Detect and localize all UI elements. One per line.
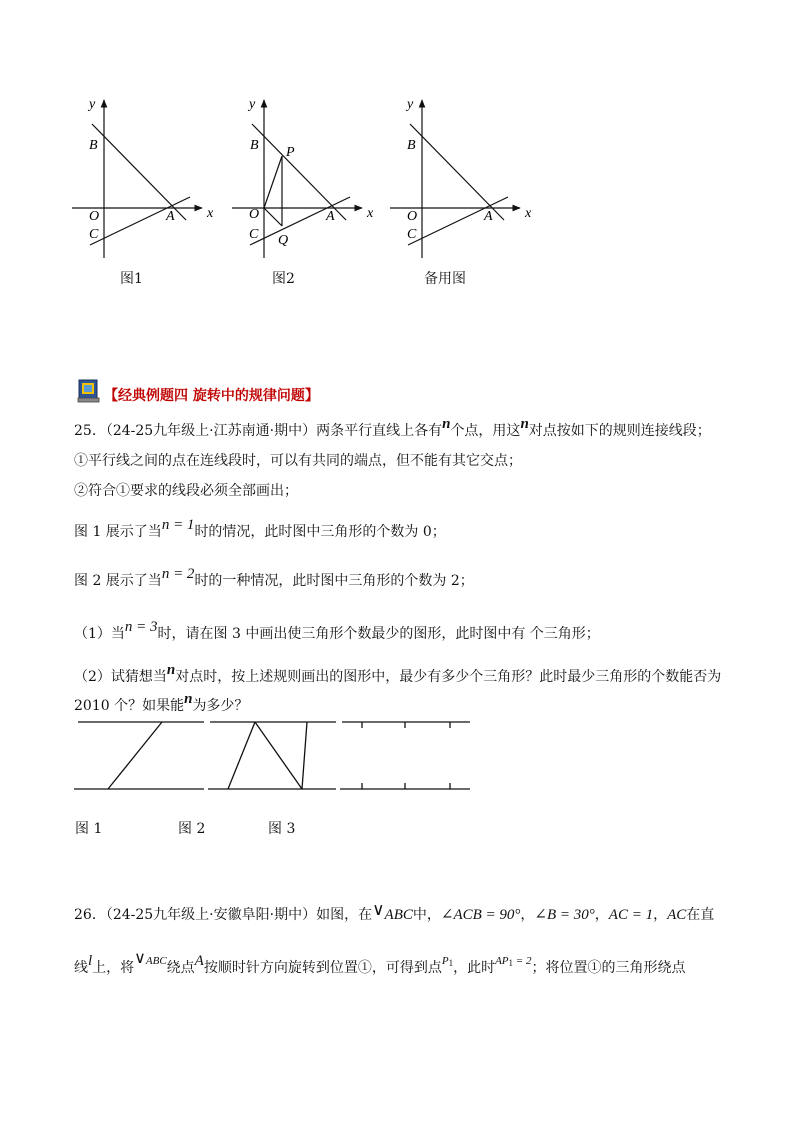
fig1-label-x: x: [207, 206, 214, 221]
q25-fig2-desc: [74, 566, 474, 591]
q25-part2-d: 为多少？: [192, 698, 249, 714]
q26-abc-2: ABC: [145, 955, 167, 967]
q26-sep-3: ，: [653, 907, 668, 923]
fig2-caption: 图2: [272, 271, 295, 287]
q26-ap1: AP: [495, 955, 509, 967]
q26-line-2: [74, 950, 686, 981]
p-fig2-caption: 图 2: [178, 821, 206, 837]
q26-line2-f: ；将位置①的三角形绕点: [531, 960, 686, 976]
fig3-label-x: x: [525, 206, 532, 221]
fig2-label-x: x: [367, 206, 374, 221]
p-fig2-segment-2: [255, 722, 302, 789]
fig1-caption: 图1: [120, 271, 143, 287]
q26-ap1-sub: 1: [508, 958, 514, 968]
q25-number: 25．: [74, 423, 106, 439]
q26-line2-a: 线: [74, 960, 88, 976]
fig1-label-o: O: [89, 209, 100, 224]
q25-fig2-a: 图 2 展示了当: [74, 573, 162, 589]
fig3-label-a: A: [484, 209, 493, 224]
q26-line2-e: ，此时: [453, 960, 496, 976]
q26-text-a: 如图，在: [316, 907, 373, 923]
q25-part-1: [74, 619, 600, 644]
q26-p1: [442, 955, 453, 967]
fig3-label-b: B: [407, 138, 416, 153]
q26-ap1-eq: [495, 955, 531, 967]
q25-intro-b: 个点，用这: [450, 423, 521, 439]
q26-l: l: [88, 953, 93, 969]
q26-line2-d: 按顺时针方向旋转到位置①，可得到点: [203, 960, 442, 976]
q25-var-n-3: n: [166, 662, 176, 678]
q25-part2-a: （2）试猜想当: [74, 669, 167, 685]
fig2-label-q: Q: [278, 233, 289, 248]
q26-text-b: 中，: [412, 907, 441, 923]
q26-line-1: [74, 900, 715, 925]
q25-intro-c: 对点按如下的规则连接线段；: [528, 423, 711, 439]
q25-fig1-desc: [74, 517, 446, 542]
q25-fig1-a: 图 1 展示了当: [74, 524, 162, 540]
coordinate-figures: [0, 0, 800, 300]
parallel-lines-figures: [0, 710, 800, 810]
q26-text-c: 在直: [686, 907, 715, 923]
q25-eq-n2: n = 2: [161, 566, 195, 582]
fig2-label-c: C: [249, 227, 259, 242]
q25-eq-n1: n = 1: [161, 517, 195, 533]
q26-p1-sub: 1: [448, 958, 454, 968]
q26-abc: ABC: [384, 907, 413, 923]
q25-part2-c: 2010 个？如果能: [74, 698, 185, 714]
fig2-label-o: O: [249, 207, 260, 222]
q26-line2-c: 绕点: [166, 960, 195, 976]
q25-rule-1: ①平行线之间的点在连线段时，可以有共同的端点，但不能有其它交点；: [74, 453, 522, 469]
q25-part2-b: 对点时，按上述规则画出的图形中，最少有多少个三角形？此时最少三角形的个数能否为: [175, 669, 722, 685]
q26-triangle-symbol-2: ∨: [134, 950, 146, 967]
fig2-label-b: B: [250, 138, 259, 153]
fig3-caption: 备用图: [424, 271, 466, 287]
fig2-segment-op: [264, 156, 282, 208]
q26-sep-2: ，: [594, 907, 609, 923]
q25-part1-b: 时，请在图 3 中画出使三角形个数最少的图形，此时图中有 个三角形；: [157, 626, 600, 642]
p-fig3-caption: 图 3: [268, 821, 296, 837]
fig2-segment-oq: [264, 208, 282, 226]
q26-ac-eq: AC = 1: [608, 907, 654, 923]
q25-rule-2: ②符合①要求的线段必须全部画出；: [74, 483, 298, 499]
q25-part-2: [74, 662, 722, 687]
q25-fig1-b: 时的情况，此时图中三角形的个数为 0；: [194, 524, 446, 540]
q25-intro-a: 两条平行直线上各有: [316, 423, 443, 439]
p-fig2-segment-3: [302, 722, 307, 789]
q26-sep-1: ，: [520, 907, 535, 923]
q26-point-a: A: [194, 953, 204, 969]
q25-var-n-4: n: [184, 691, 193, 707]
p-fig1-caption: 图 1: [75, 821, 103, 837]
q26-ap1-tail: = 2: [513, 955, 532, 967]
q25-fig2-b: 时的一种情况，此时图中三角形的个数为 2；: [194, 573, 474, 589]
fig3-label-o: O: [407, 209, 418, 224]
fig2-label-a: A: [326, 209, 335, 224]
p-fig1-segment: [108, 722, 162, 789]
fig2-label-y: y: [249, 97, 256, 112]
q25-var-n: n: [442, 416, 451, 432]
fig3-line-ca: [408, 197, 508, 245]
fig3-label-c: C: [407, 227, 417, 242]
fig2-label-p: P: [286, 145, 295, 160]
q26-number: 26．: [74, 907, 106, 923]
p-fig2-segment-1: [228, 722, 255, 789]
q26-triangle-symbol: ∨: [372, 900, 385, 919]
fig1-label-b: B: [89, 138, 98, 153]
q26-angle-b: ∠B = 30°: [534, 907, 595, 923]
q26-angle-acb: ∠ACB = 90°: [440, 907, 521, 923]
fig1-line-ca: [90, 197, 190, 245]
q25-line-1: [74, 416, 711, 441]
fig3-label-y: y: [407, 97, 414, 112]
q25-part1-a: （1）当: [74, 626, 125, 642]
fig1-label-a: A: [166, 209, 175, 224]
q26-p1-letter: P: [441, 955, 449, 967]
q25-eq-n3: n = 3: [124, 619, 158, 635]
book-icon: [76, 378, 102, 404]
q26-source: （24-25九年级上·安徽阜阳·期中）: [105, 907, 317, 923]
q25-source: （24-25九年级上·江苏南通·期中）: [105, 423, 317, 439]
q25-var-n-2: n: [520, 416, 529, 432]
q26-ac: AC: [667, 907, 687, 923]
fig1-label-y: y: [89, 97, 96, 112]
q26-line2-b: 上，将: [92, 960, 135, 976]
fig1-label-c: C: [89, 227, 99, 242]
section-title: 【经典例题四 旋转中的规律问题】: [104, 388, 319, 404]
